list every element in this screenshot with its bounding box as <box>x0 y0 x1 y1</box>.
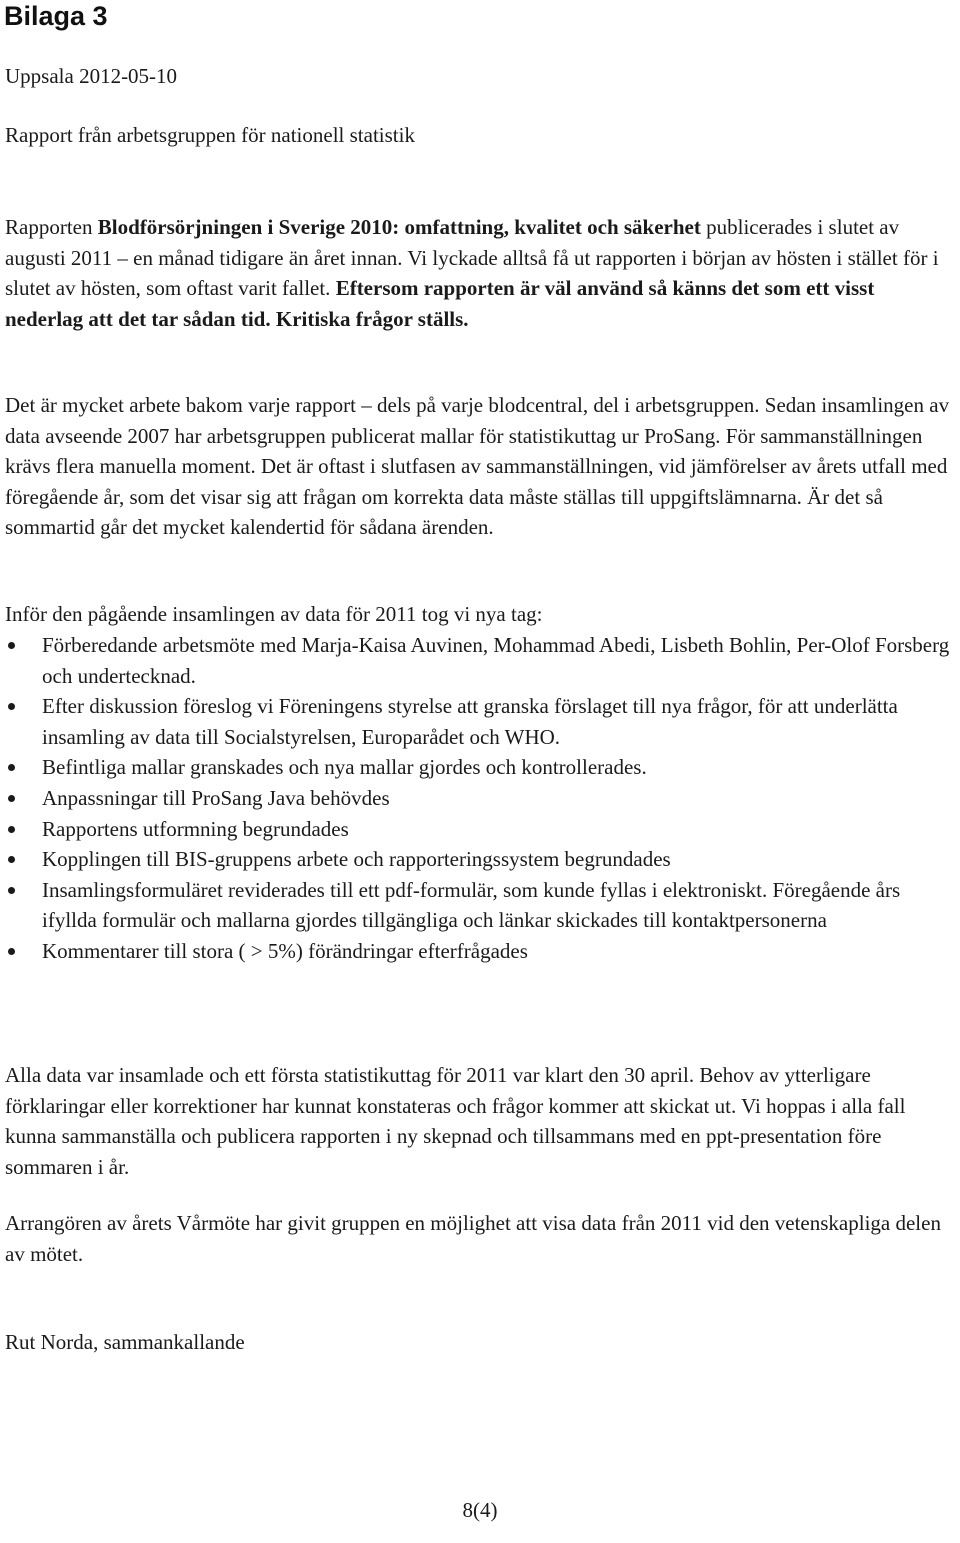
intro-mid: publicerades i slutet av augusti 2011 – en månad tidigare än året innan. Vi lyckade alltså få ut rapporten i början av hösten i stället för i slutet av hösten, som oftast varit fallet. <box>5 215 939 301</box>
data-paragraph: Alla data var insamlade och ett första statistikuttag för 2011 var klart den 30 april. Behov av ytterligare förklaringar eller korrektioner har kunnat konstateras och frågor kommer att skickat ut. Vi hoppas i alla fall kunna sammanställa och publicera rapporten i ny skepnad och tillsammans med en ppt-presentation före sommaren i år. <box>5 1063 906 1179</box>
page-number: 8(4) <box>462 1498 498 1522</box>
list-item <box>5 752 957 783</box>
bullet-icon <box>8 642 15 649</box>
list-item-text: Kommentarer till stora ( > 5%) förändringar efterfrågades <box>42 938 528 963</box>
list-item-text: Anpassningar till ProSang Java behövdes <box>42 785 390 810</box>
list-item-text: Insamlingsformuläret reviderades till ett pdf-formulär, som kunde fyllas i elektroniskt. Föregående års ifyllda formulär och mallarna gjordes tillgängliga och länkar skickades till kontaktpersonerna <box>42 877 901 933</box>
list-item <box>5 783 957 814</box>
intro-bold-tail: Eftersom rapporten är väl använd så känns det som ett visst nederlag att det tar sådan tid. Kritiska frågor ställs. <box>5 276 875 331</box>
list-item-text: Kopplingen till BIS-gruppens arbete och rapporteringssystem begrundades <box>42 847 671 872</box>
bullet-icon <box>8 887 15 894</box>
list-item-text: Förberedande arbetsmöte med Marja-Kaisa Auvinen, Mohammad Abedi, Lisbeth Bohlin, Per-Olof Forsberg och undertecknad. <box>42 633 950 688</box>
bullet-icon <box>8 856 15 863</box>
arranger-paragraph: Arrangören av årets Vårmöte har givit gruppen en möjlighet att visa data från 2011 vid den vetenskapliga delen av mötet. <box>5 1211 941 1266</box>
list-item-text: Befintliga mallar granskades och nya mallar gjordes och kontrollerades. <box>42 755 647 780</box>
list-item-text: Rapportens utformning begrundades <box>42 816 349 841</box>
report-name-bold: Blodförsörjningen i Sverige 2010: omfattning, kvalitet och säkerhet <box>97 215 701 239</box>
list-item <box>5 936 957 967</box>
bullet-icon <box>8 948 15 955</box>
prep-intro: Inför den pågående insamlingen av data för 2011 tog vi nya tag: <box>5 602 543 626</box>
page-heading: Bilaga 3 <box>4 1 108 31</box>
list-item <box>5 691 957 752</box>
list-item <box>5 875 957 936</box>
intro-paragraph <box>5 212 957 334</box>
bullet-icon <box>8 703 15 710</box>
date-line: Uppsala 2012-05-10 <box>5 64 178 88</box>
signature: Rut Norda, sammankallande <box>5 1330 245 1354</box>
bullet-icon <box>8 764 15 771</box>
report-title: Rapport från arbetsgruppen för nationell statistik <box>5 123 415 147</box>
intro-pre: Rapporten <box>5 215 98 239</box>
list-item <box>5 844 957 875</box>
work-paragraph: Det är mycket arbete bakom varje rapport – dels på varje blodcentral, del i arbetsgruppen. Sedan insamlingen av data avseende 2007 har arbetsgruppen publicerat mallar för statistikuttag ur ProSang. För sammanställningen krävs flera manuella moment. Det är oftast i slutfasen av sammanställningen, vid jämförelser av årets utfall med föregående år, som det visar sig att frågan om korrekta data måste ställas till uppgiftslämnarna. Är det så sommartid går det mycket kalendertid för sådana ärenden. <box>5 393 950 540</box>
bullet-icon <box>8 826 15 833</box>
list-item-text: Efter diskussion föreslog vi Föreningens styrelse att granska förslaget till nya frågor, för att underlätta insamling av data till Socialstyrelsen, Europarådet och WHO. <box>42 694 898 749</box>
bullet-list <box>5 630 957 967</box>
list-item <box>5 630 957 691</box>
bullet-icon <box>8 795 15 802</box>
list-item <box>5 814 957 845</box>
